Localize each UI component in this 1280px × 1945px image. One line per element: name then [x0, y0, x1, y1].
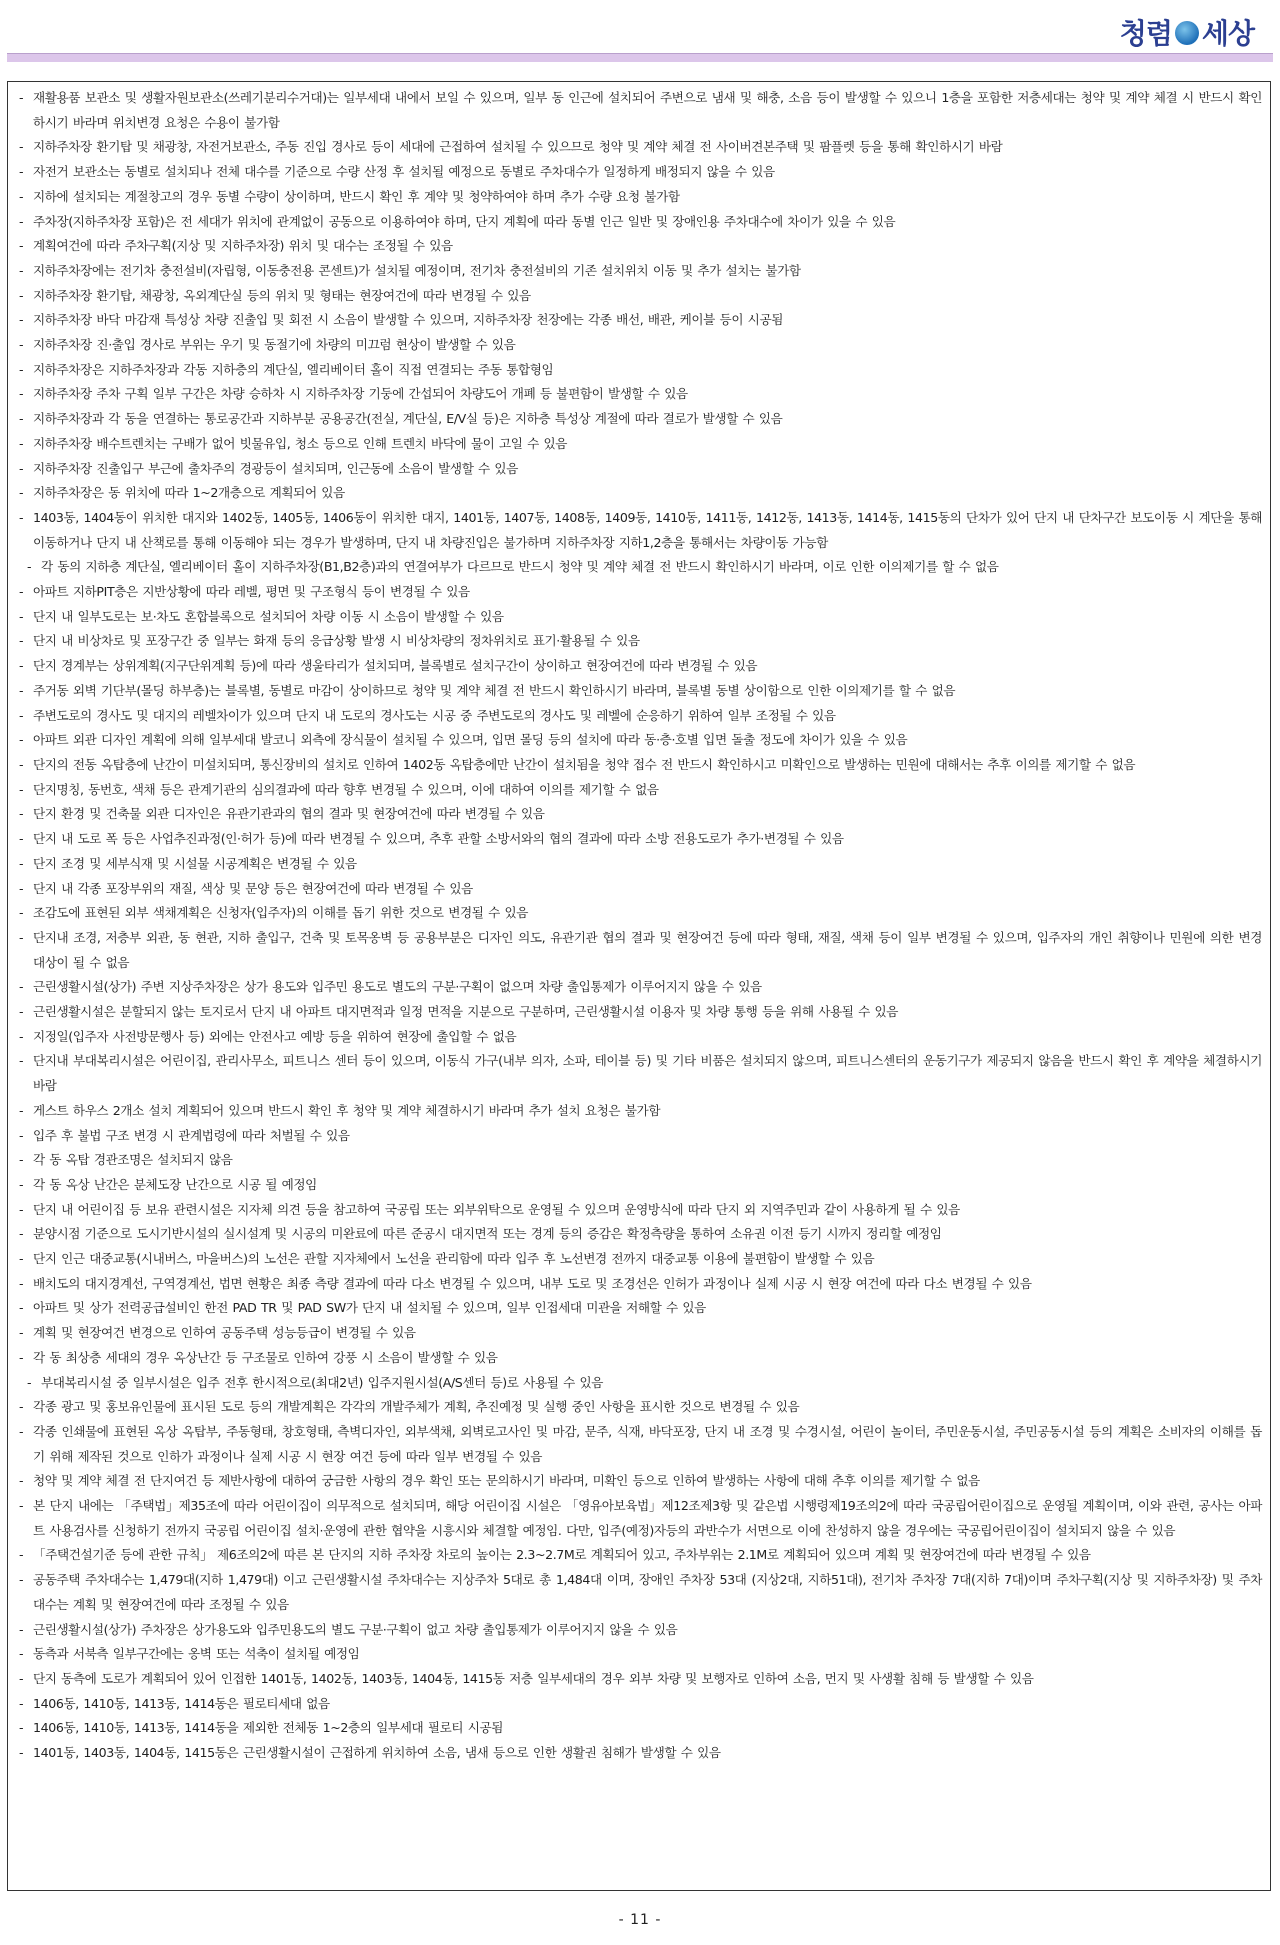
notice-item: - 단지 내 일부도로는 보·차도 혼합블록으로 설치되어 차량 이동 시 소음이 발생할 수 있음 [18, 605, 1262, 630]
notice-item: - 단지내 조경, 저층부 외관, 동 현관, 지하 출입구, 건축 및 토목옹벽 등 공용부분은 디자인 의도, 유관기관 협의 결과 및 현장여건 등에 따라 형태, 재질, 색채 등이 일부 변경될 수 있으며, 입주자의 개인 취향이나 민원에 의한 변경 대상이 될 수 없음 [18, 926, 1262, 975]
notice-item: - 지하주차장 바닥 마감재 특성상 차량 진출입 및 회전 시 소음이 발생할 수 있으며, 지하주차장 천장에는 각종 배선, 배관, 케이블 등이 시공됨 [18, 308, 1262, 333]
notice-item: - 아파트 외관 디자인 계획에 의해 일부세대 발코니 외측에 장식물이 설치될 수 있으며, 입면 몰딩 등의 설치에 따라 동·층·호별 입면 돌출 정도에 차이가 있을 수 있음 [18, 728, 1262, 753]
notice-item: - 1406동, 1410동, 1413동, 1414동은 필로티세대 없음 [18, 1692, 1262, 1717]
notice-item: - 동측과 서북측 일부구간에는 옹벽 또는 석축이 설치될 예정임 [18, 1642, 1262, 1667]
notice-item: - 근린생활시설(상가) 주차장은 상가용도와 입주민용도의 별도 구분·구획이 없고 차량 출입통제가 이루어지지 않을 수 있음 [18, 1618, 1262, 1643]
notice-item: - 「주택건설기준 등에 관한 규칙」 제6조의2에 따른 본 단지의 지하 주차장 차로의 높이는 2.3~2.7M로 계획되어 있고, 주차부위는 2.1M로 계획되어 있으며 계획 및 현장여건에 따라 변경될 수 있음 [18, 1543, 1262, 1568]
logo-text-2: 세상 [1201, 17, 1254, 50]
notice-list [8, 82, 1270, 1766]
globe-icon [1175, 21, 1199, 45]
notice-item: - 부대복리시설 중 일부시설은 입주 전후 한시적으로(최대2년) 입주지원시설(A/S센터 등)로 사용될 수 있음 [26, 1371, 1262, 1396]
notice-item: - 지하주차장은 지하주차장과 각동 지하층의 계단실, 엘리베이터 홀이 직접 연결되는 주동 통합형임 [18, 358, 1262, 383]
notice-item: - 본 단지 내에는 「주택법」제35조에 따라 어린이집이 의무적으로 설치되며, 해당 어린이집 시설은 「영유아보육법」제12조제3항 및 같은법 시행령제19조의2에 따라 국공립어린이집으로 운영될 계획이며, 이와 관련, 공사는 아파트 사용검사를 신청하기 전까지 국공립 어린이집 설치·운영에 관한 협약을 시흥시와 체결할 예정임. 다만, 입주(예정)자등의 과반수가 서면으로 이에 찬성하지 않을 경우에는 국공립어린이집이 설치되지 않을 수 있음 [18, 1494, 1262, 1543]
notice-item: - 아파트 및 상가 전력공급설비인 한전 PAD TR 및 PAD SW가 단지 내 설치될 수 있으며, 일부 인접세대 미관을 저해할 수 있음 [18, 1296, 1262, 1321]
notice-item: - 지하주차장 환기탑, 채광창, 옥외계단실 등의 위치 및 형태는 현장여건에 따라 변경될 수 있음 [18, 284, 1262, 309]
notice-box [7, 81, 1271, 1891]
notice-item: - 단지 조경 및 세부식재 및 시설물 시공계획은 변경될 수 있음 [18, 852, 1262, 877]
notice-item: - 아파트 지하PIT층은 지반상황에 따라 레벨, 평면 및 구조형식 등이 변경될 수 있음 [18, 580, 1262, 605]
notice-item: - 배치도의 대지경계선, 구역경계선, 법면 현황은 최종 측량 결과에 따라 다소 변경될 수 있으며, 내부 도로 및 조경선은 인허가 과정이나 실제 시공 시 현장 여건에 따라 다소 변경될 수 있음 [18, 1272, 1262, 1297]
notice-item: - 단지명칭, 동번호, 색채 등은 관계기관의 심의결과에 따라 향후 변경될 수 있으며, 이에 대하여 이의를 제기할 수 없음 [18, 778, 1262, 803]
notice-item: - 자전거 보관소는 동별로 설치되나 전체 대수를 기준으로 수량 산정 후 설치될 예정으로 동별로 주차대수가 일정하게 배정되지 않을 수 있음 [18, 160, 1262, 185]
notice-item: - 1403동, 1404동이 위치한 대지와 1402동, 1405동, 1406동이 위치한 대지, 1401동, 1407동, 1408동, 1409동, 1410동, 1411동, 1412동, 1413동, 1414동, 1415동의 단차가 있어 단지 내 단차구간 보도이동 시 계단을 통해 이동하거나 단지 내 산책로를 통해 이동해야 되는 경우가 발생하며, 단지 내 차량진입은 불가하며 지하주차장 지하1,2층을 통해서는 차량이동 가능함 [18, 506, 1262, 555]
notice-item: - 각 동의 지하층 계단실, 엘리베이터 홀이 지하주차장(B1,B2층)과의 연결여부가 다르므로 반드시 청약 및 계약 체결 전 반드시 확인하시기 바라며, 이로 인한 이의제기를 할 수 없음 [26, 555, 1262, 580]
notice-item: - 지하주차장은 동 위치에 따라 1~2개층으로 계획되어 있음 [18, 481, 1262, 506]
notice-item: - 계획여건에 따라 주차구획(지상 및 지하주차장) 위치 및 대수는 조정될 수 있음 [18, 234, 1262, 259]
notice-item: - 지하주차장 환기탑 및 채광창, 자전거보관소, 주동 진입 경사로 등이 세대에 근접하여 설치될 수 있으므로 청약 및 계약 체결 전 사이버견본주택 및 팜플렛 등을 통해 확인하시기 바람 [18, 135, 1262, 160]
notice-item: - 단지 동측에 도로가 계획되어 있어 인접한 1401동, 1402동, 1403동, 1404동, 1415동 저층 일부세대의 경우 외부 차량 및 보행자로 인하여 소음, 먼지 및 사생활 침해 등 발생할 수 있음 [18, 1667, 1262, 1692]
notice-item: - 단지 내 어린이집 등 보유 관련시설은 지자체 의견 등을 참고하여 국공립 또는 외부위탁으로 운영될 수 있으며 운영방식에 따라 단지 외 지역주민과 같이 사용하게 될 수 있음 [18, 1198, 1262, 1223]
notice-item: - 주거동 외벽 기단부(몰딩 하부층)는 블록별, 동별로 마감이 상이하므로 청약 및 계약 체결 전 반드시 확인하시기 바라며, 블록별 동별 상이함으로 인한 이의제기를 할 수 없음 [18, 679, 1262, 704]
notice-item: - 단지내 부대복리시설은 어린이집, 관리사무소, 피트니스 센터 등이 있으며, 이동식 가구(내부 의자, 소파, 테이블 등) 및 기타 비품은 설치되지 않으며, 피트니스센터의 운동기구가 제공되지 않음을 반드시 확인 후 계약을 체결하시기 바람 [18, 1049, 1262, 1098]
notice-item: - 근린생활시설은 분할되지 않는 토지로서 단지 내 아파트 대지면적과 일정 면적을 지분으로 구분하며, 근린생활시설 이용자 및 차량 통행 등을 위해 사용될 수 있음 [18, 1000, 1262, 1025]
notice-item: - 1401동, 1403동, 1404동, 1415동은 근린생활시설이 근접하게 위치하여 소음, 냄새 등으로 인한 생활권 침해가 발생할 수 있음 [18, 1741, 1262, 1766]
notice-item: - 지하주차장 배수트렌치는 구배가 없어 빗물유입, 청소 등으로 인해 트렌치 바닥에 물이 고일 수 있음 [18, 432, 1262, 457]
notice-item: - 1406동, 1410동, 1413동, 1414동을 제외한 전체동 1~2층의 일부세대 필로티 시공됨 [18, 1716, 1262, 1741]
notice-item: - 지하에 설치되는 계절창고의 경우 동별 수량이 상이하며, 반드시 확인 후 계약 및 청약하여야 하며 추가 수량 요청 불가함 [18, 185, 1262, 210]
notice-item: - 단지의 전동 옥탑층에 난간이 미설치되며, 통신장비의 설치로 인하여 1402동 옥탑층에만 난간이 설치됨을 청약 접수 전 반드시 확인하시고 미확인으로 발생하는 민원에 대해서는 추후 이의를 제기할 수 없음 [18, 753, 1262, 778]
notice-item: - 지하주차장 진·출입 경사로 부위는 우기 및 동절기에 차량의 미끄럼 현상이 발생할 수 있음 [18, 333, 1262, 358]
notice-item: - 단지 경계부는 상위계획(지구단위계획 등)에 따라 생울타리가 설치되며, 블록별로 설치구간이 상이하고 현장여건에 따라 변경될 수 있음 [18, 654, 1262, 679]
notice-item: - 각종 광고 및 홍보유인물에 표시된 도로 등의 개발계획은 각각의 개발주체가 계획, 추진예정 및 실행 중인 사항을 표시한 것으로 변경될 수 있음 [18, 1395, 1262, 1420]
notice-item: - 조감도에 표현된 외부 색채계획은 신청자(입주자)의 이해를 돕기 위한 것으로 변경될 수 있음 [18, 901, 1262, 926]
notice-item: - 지하주차장 주차 구획 일부 구간은 차량 승하차 시 지하주차장 기둥에 간섭되어 차량도어 개폐 등 불편함이 발생할 수 있음 [18, 382, 1262, 407]
notice-item: - 계획 및 현장여건 변경으로 인하여 공동주택 성능등급이 변경될 수 있음 [18, 1321, 1262, 1346]
notice-item: - 재활용품 보관소 및 생활자원보관소(쓰레기분리수거대)는 일부세대 내에서 보일 수 있으며, 일부 동 인근에 설치되어 주변으로 냄새 및 해충, 소음 등이 발생할 수 있으니 1층을 포함한 저층세대는 청약 및 계약 체결 시 반드시 확인하시기 바라며 위치변경 요청은 수용이 불가함 [18, 86, 1262, 135]
notice-item: - 근린생활시설(상가) 주변 지상주차장은 상가 용도와 입주민 용도로 별도의 구분·구획이 없으며 차량 출입통제가 이루어지지 않을 수 있음 [18, 975, 1262, 1000]
cheongryeom-logo [1120, 14, 1254, 50]
page-number: - 11 - [618, 1912, 662, 1928]
notice-item: - 분양시점 기준으로 도시기반시설의 실시설계 및 시공의 미완료에 따른 준공시 대지면적 또는 경계 등의 증감은 확정측량을 통하여 소유권 이전 등기 시까지 정리할 예정임 [18, 1222, 1262, 1247]
notice-item: - 각종 인쇄물에 표현된 옥상 옥탑부, 주동형태, 창호형태, 측벽디자인, 외부색채, 외벽로고사인 및 마감, 문주, 식재, 바닥포장, 단지 내 조경 및 수경시설, 어린이 놀이터, 주민운동시설, 주민공동시설 등의 계획은 소비자의 이해를 돕기 위해 제작된 것으로 인하가 과정이나 실제 시공 시 현장 여건 등에 따라 일부 변경될 수 있음 [18, 1420, 1262, 1469]
notice-item: - 각 동 옥탑 경관조명은 설치되지 않음 [18, 1148, 1262, 1173]
notice-item: - 단지 내 각종 포장부위의 재질, 색상 및 문양 등은 현장여건에 따라 변경될 수 있음 [18, 877, 1262, 902]
notice-item: - 주변도로의 경사도 및 대지의 레벨차이가 있으며 단지 내 도로의 경사도는 시공 중 주변도로의 경사도 및 레벨에 순응하기 위하여 일부 조정될 수 있음 [18, 704, 1262, 729]
notice-item: - 각 동 최상층 세대의 경우 옥상난간 등 구조물로 인하여 강풍 시 소음이 발생할 수 있음 [18, 1346, 1262, 1371]
notice-item: - 지하주차장과 각 동을 연결하는 통로공간과 지하부분 공용공간(전실, 계단실, E/V실 등)은 지하층 특성상 계절에 따라 결로가 발생할 수 있음 [18, 407, 1262, 432]
header-divider [7, 53, 1273, 62]
notice-item: - 입주 후 불법 구조 변경 시 관계법령에 따라 처벌될 수 있음 [18, 1124, 1262, 1149]
notice-item: - 지정일(입주자 사전방문행사 등) 외에는 안전사고 예방 등을 위하여 현장에 출입할 수 없음 [18, 1025, 1262, 1050]
notice-item: - 청약 및 계약 체결 전 단지여건 등 제반사항에 대하여 궁금한 사항의 경우 확인 또는 문의하시기 바라며, 미확인 등으로 인하여 발생하는 사항에 대해 추후 이의를 제기할 수 없음 [18, 1469, 1262, 1494]
notice-item: - 단지 내 비상차로 및 포장구간 중 일부는 화재 등의 응급상황 발생 시 비상차량의 정차위치로 표기·활용될 수 있음 [18, 629, 1262, 654]
notice-item: - 각 동 옥상 난간은 분체도장 난간으로 시공 될 예정임 [18, 1173, 1262, 1198]
notice-item: - 단지 환경 및 건축물 외관 디자인은 유관기관과의 협의 결과 및 현장여건에 따라 변경될 수 있음 [18, 802, 1262, 827]
logo-text-1: 청렴 [1119, 17, 1172, 50]
notice-item: - 단지 내 도로 폭 등은 사업추진과정(인·허가 등)에 따라 변경될 수 있으며, 추후 관할 소방서와의 협의 결과에 따라 소방 전용도로가 추가·변경될 수 있음 [18, 827, 1262, 852]
notice-item: - 지하주차장 진출입구 부근에 출차주의 경광등이 설치되며, 인근동에 소음이 발생할 수 있음 [18, 457, 1262, 482]
notice-item: - 게스트 하우스 2개소 설치 계획되어 있으며 반드시 확인 후 청약 및 계약 체결하시기 바라며 추가 설치 요청은 불가함 [18, 1099, 1262, 1124]
notice-item: - 단지 인근 대중교통(시내버스, 마을버스)의 노선은 관할 지자체에서 노선을 관리함에 따라 입주 후 노선변경 전까지 대중교통 이용에 불편함이 발생할 수 있음 [18, 1247, 1262, 1272]
notice-item: - 지하주차장에는 전기차 충전설비(자립형, 이동충전용 콘센트)가 설치될 예정이며, 전기차 충전설비의 기존 설치위치 이동 및 추가 설치는 불가함 [18, 259, 1262, 284]
notice-item: - 주차장(지하주차장 포함)은 전 세대가 위치에 관계없이 공동으로 이용하여야 하며, 단지 계획에 따라 동별 인근 일반 및 장애인용 주차대수에 차이가 있을 수 있음 [18, 210, 1262, 235]
notice-item: - 공동주택 주차대수는 1,479대(지하 1,479대) 이고 근린생활시설 주차대수는 지상주차 5대로 총 1,484대 이며, 장애인 주차장 53대 (지상2대, 지하51대), 전기차 주차장 7대(지하 7대)이며 주차구획(지상 및 지하주차장) 및 주차대수는 계획 및 현장여건에 따라 조정될 수 있음 [18, 1568, 1262, 1617]
